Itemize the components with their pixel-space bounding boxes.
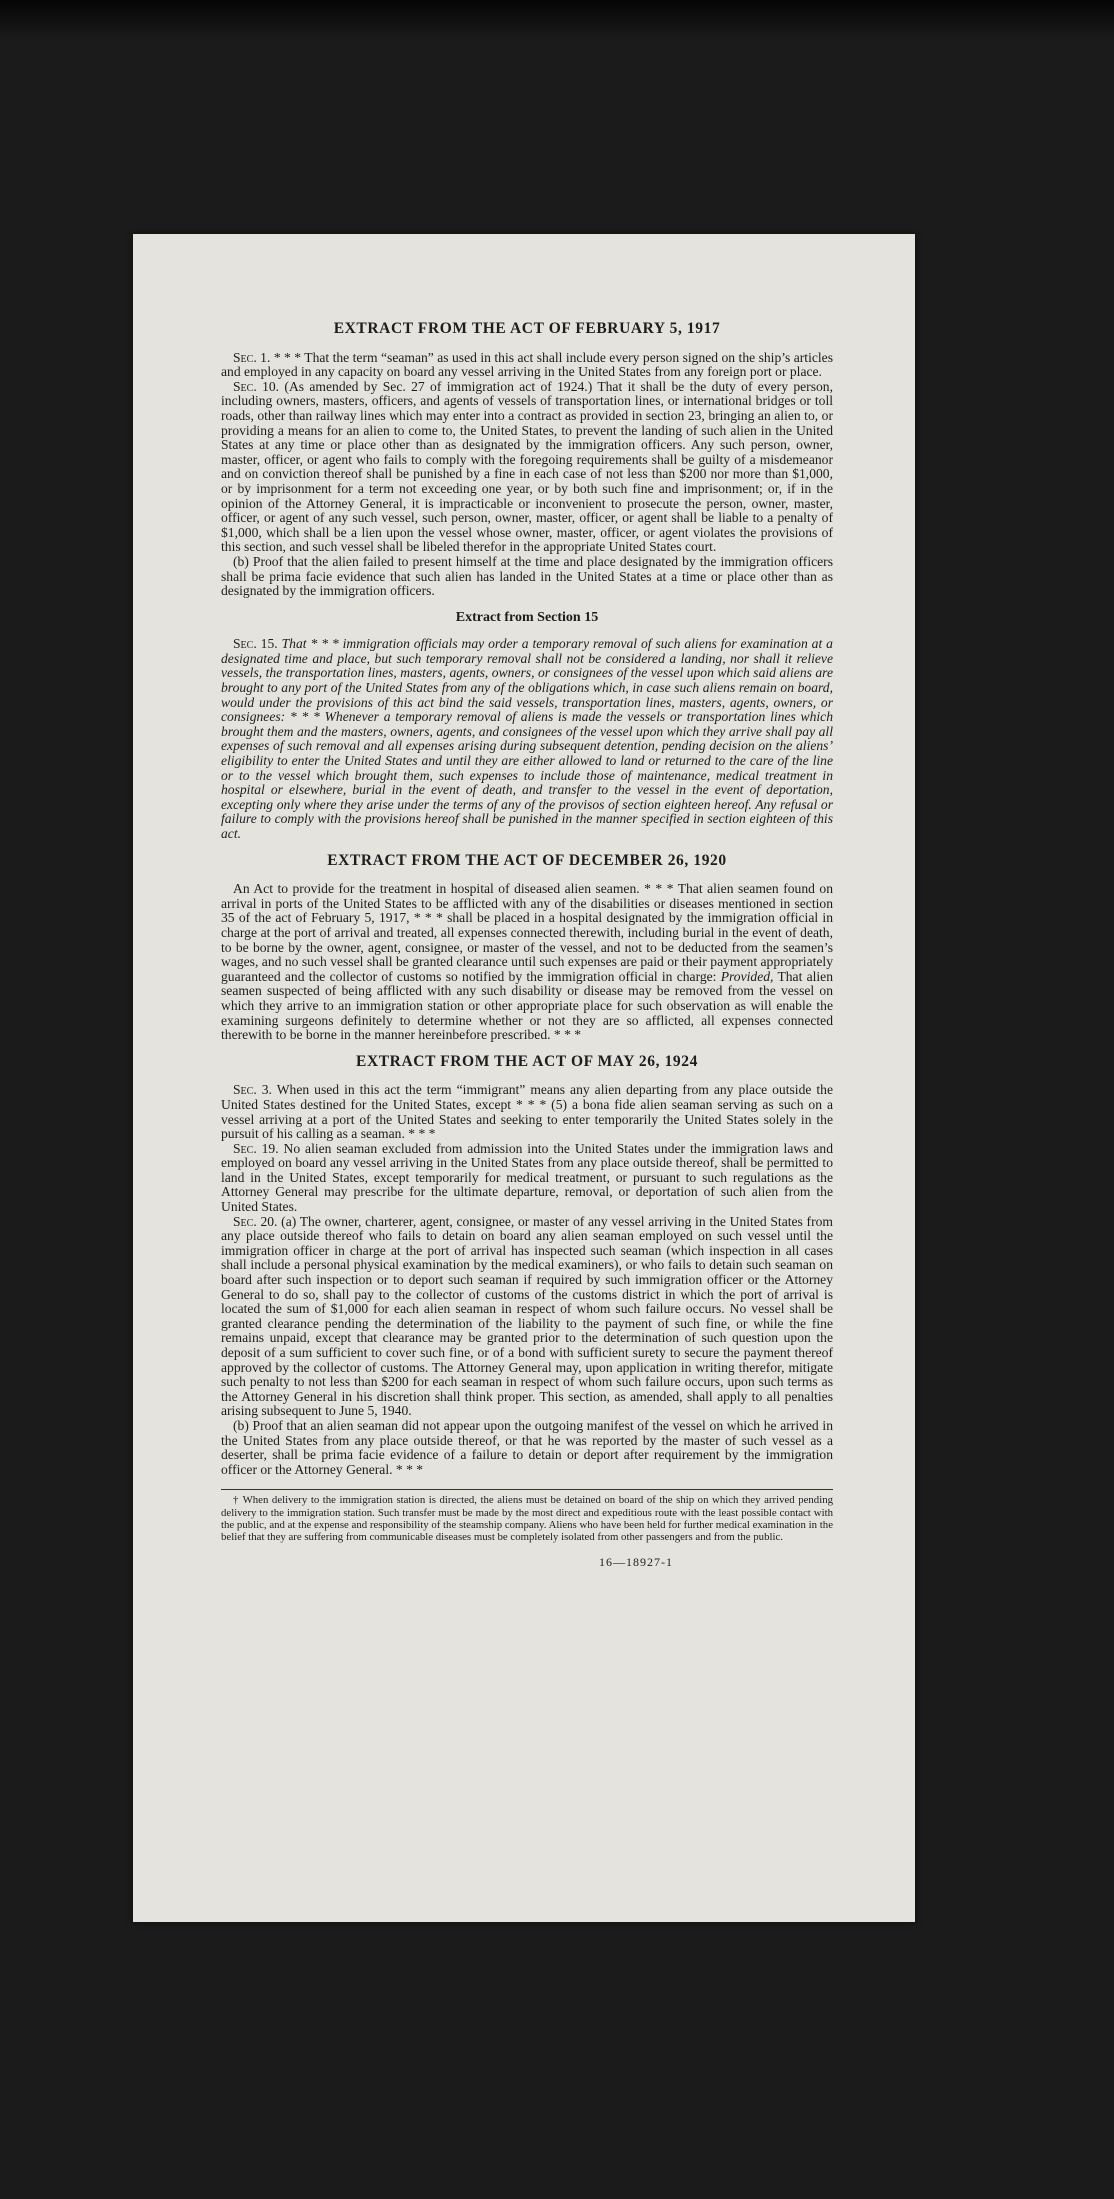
paragraph-sec-1: [221, 351, 833, 380]
paragraph-act-1920: [221, 882, 833, 1043]
heading-act-feb-1917: EXTRACT FROM THE ACT OF FEBRUARY 5, 1917: [333, 320, 721, 337]
paragraph-sec-10-b: (b) Proof that the alien failed to present himself at the time and place designated by the immigration officers shall be prima facie evidence that such alien has landed in the United States at a time or place other than as designated by the immigration officers.: [221, 553, 833, 599]
provided-keyword: Provided,: [720, 968, 774, 984]
footnote-divider: [221, 1489, 833, 1490]
section-text: No alien seaman excluded from admission into the United States under the immigration laws and employed on board any vessel arriving in the United States from any place outside thereof, shall be permitted to land in the United States, except temporarily for medical treatment, or pursuant to such regulations as the Attorney General may prescribe for the ultimate departure, removal, or deportation of such alien from the United States.: [221, 1140, 833, 1215]
section-label: Sec. 19.: [233, 1140, 279, 1156]
paragraph-sec-3: [221, 1083, 833, 1141]
section-label: Sec. 20.: [233, 1213, 278, 1229]
section-text: An Act to provide for the treatment in hospital of diseased alien seamen. * * * That alien seamen found on arrival in ports of the United States to be afflicted with any of the disabilities or diseases mentioned in section 35 of the act of February 5, 1917, * * * shall be placed in a hospital designated by the immigration official in charge at the port of arrival and treated, all expenses connected therewith, including burial in the event of death, to be borne by the owner, agent, consignee, or master of the vessel, and not to be deducted from the seamen’s wages, and no such vessel shall be granted clearance until such expenses are paid or their payment appropriately guaranteed and the collector of customs so notified by the immigration official in charge:: [221, 881, 833, 984]
section-text: That alien seamen suspected of being afflicted with any such disability or disease may be removed from the vessel on which they arrive to an immigration station or other appropriate place for such observation as will enable the examining surgeons definitely to determine whether or not they are so afflicted, all expenses connected therewith to be borne in the manner hereinbefore prescribed. * * *: [221, 968, 834, 1043]
section-label: Sec. 15.: [233, 636, 278, 652]
paragraph-sec-19: [221, 1142, 833, 1215]
section-text: * * * That the term “seaman” as used in this act shall include every person signed on the ship’s articles and employed in any capacity on board any vessel arriving in the United States from any foreign port or place.: [221, 349, 833, 380]
form-number: 16—18927-1: [599, 1555, 673, 1570]
section-text: (As amended by Sec. 27 of immigration act of 1924.) That it shall be the duty of every person, including owners, masters, officers, and agents of vessels of transportation lines, or international bridges or toll roads, other than railway lines which may enter into a contract as provided in section 23, bringing an alien to, or providing a means for an alien to come to, the United States, to prevent the landing of such alien in the United States at any time or place other than as designated by the immigration officers. Any such person, owner, master, officer, or agent who fails to comply with the foregoing requirements shall be guilty of a misdemeanor and on conviction thereof shall be punished by a fine in each case of not less than $200 nor more than $1,000, or by imprisonment for a term not exceeding one year, or by both such fine and imprisonment; or, if in the opinion of the Attorney General, it is impracticable or inconvenient to prosecute the person, owner, master, officer, or agent of any such vessel, such person, owner, master, officer, or agent shall be liable to a penalty of $1,000, which shall be a lien upon the vessel whose owner, master, officer, or agent violates the provisions of this section, and such vessel shall be libeled therefor in the appropriate United States court.: [221, 378, 833, 555]
section-text: (a) The owner, charterer, agent, consignee, or master of any vessel arriving in the United States from any place outside thereof who fails to detain on board any alien seaman employed on such vessel until the immigration officer in charge at the port of arrival has inspected such seaman (which inspection in all cases shall include a personal physical examination by the medical examiners), or who fails to detain such seaman on board after such inspection or to deport such seaman if required by such immigration officer or the Attorney General to do so, shall pay to the collector of customs of the customs district in which the port of arrival is located the sum of $1,000 for each alien seaman in respect of whom such failure occurs. No vessel shall be granted clearance pending the determination of the liability to the payment of such fine, or while the fine remains unpaid, except that clearance may be granted prior to the determination of such question upon the deposit of a sum sufficient to cover such fine, or of a bond with sufficient surety to secure the payment thereof approved by the collector of customs. The Attorney General may, upon application in writing therefor, mitigate such penalty to not less than $200 for each seaman in respect of whom such failure occurs, upon such terms as the Attorney General in his discretion shall think proper. This section, as amended, shall apply to all penalties arising subsequent to June 5, 1940.: [221, 1213, 833, 1419]
paragraph-sec-15: [221, 637, 833, 841]
footnote: † When delivery to the immigration station is directed, the aliens must be detained on board of the ship on which they arrived pending delivery to the immigration station. Such transfer must be made by the most direct and expeditious route with the least possible contact with the public, and at the expense and responsibility of the steamship company. Aliens who have been held for further medical examination in the belief that they are suffering from communicable diseases must be completely isolated from other passengers and from the public.: [221, 1494, 833, 1543]
document-body: [221, 322, 833, 1570]
section-label: Sec. 1.: [233, 349, 271, 365]
heading-act-dec-1920: EXTRACT FROM THE ACT OF DECEMBER 26, 1920: [327, 851, 727, 869]
scan-background: [0, 0, 1114, 40]
paragraph-sec-20-b: (b) Proof that an alien seaman did not appear upon the outgoing manifest of the vessel on which he arrived in the United States from any place outside thereof, or that he was reported by the master of such vessel as a deserter, shall be prima facie evidence of a failure to detain or deport after requirement by the immigration officer or the Attorney General. * * *: [221, 1417, 833, 1477]
paragraph-sec-20: [221, 1215, 833, 1419]
section-text: When used in this act the term “immigrant” means any alien departing from any place outside the United States destined for the United States, except * * * (5) a bona fide alien seaman serving as such on a vessel arriving at a port of the United States and seeking to enter temporarily the United States solely in the pursuit of his calling as a seaman. * * *: [221, 1082, 834, 1142]
heading-act-may-1924: EXTRACT FROM THE ACT OF MAY 26, 1924: [356, 1052, 698, 1070]
section-text: That * * * immigration officials may order a temporary removal of such aliens for examination at a designated time and place, but such temporary removal shall not be considered a landing, nor shall it relieve vessels, the transportation lines, masters, agents, owners, or consignees of the vessel upon which said aliens are brought to any port of the United States from any of the obligations which, in case such aliens remain on board, would under the provisions of this act bind the said vessels, transportation lines, masters, agents, owners, or consignees: * * * Whenever a temporary removal of aliens is made the vessels or transportation lines which brought them and the masters, owners, agents, and consignees of the vessel upon which they arrive shall pay all expenses of such removal and all expenses arising during subsequent detention, pending decision on the aliens’ eligibility to enter the United States and until they are either allowed to land or returned to the care of the line or to the vessel which brought them, such expenses to include those of maintenance, medical treatment in hospital or elsewhere, burial in the event of death, and transfer to the vessel in the event of deportation, excepting only where they arise under the terms of any of the provisos of section eighteen hereof. Any refusal or failure to comply with the provisions hereof shall be punished in the manner specified in section eighteen of this act.: [221, 636, 833, 841]
section-label: Sec. 3.: [233, 1082, 272, 1098]
paragraph-sec-10: [221, 380, 833, 555]
subheading-section-15: Extract from Section 15: [455, 609, 599, 625]
section-label: Sec. 10.: [233, 378, 280, 394]
